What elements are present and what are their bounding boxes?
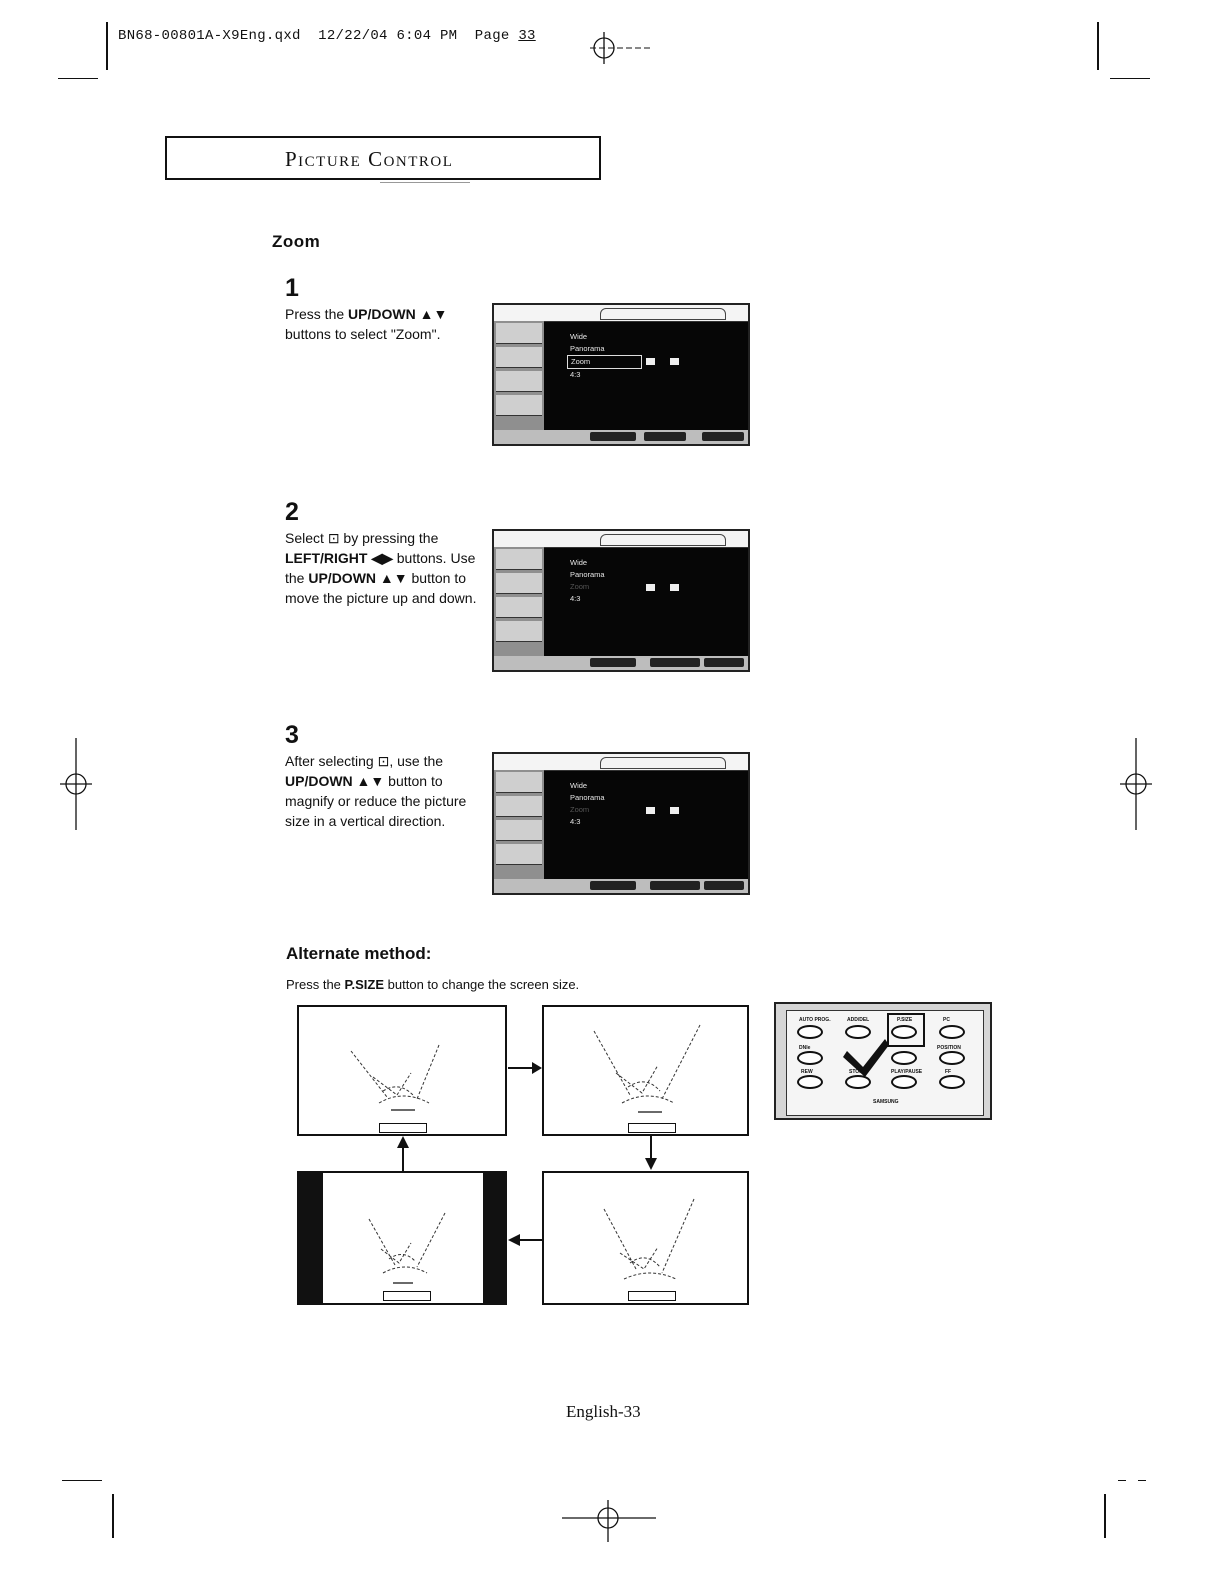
play-pause-button[interactable] xyxy=(891,1075,917,1089)
step-3-text-a: After selecting xyxy=(285,753,378,769)
step-1-text-b: buttons to select "Zoom". xyxy=(285,326,441,342)
remote-brand: SAMSUNG xyxy=(873,1099,899,1105)
step-2-text xyxy=(285,528,495,608)
print-header-date: 12/22/04 xyxy=(318,28,388,44)
position-button[interactable] xyxy=(939,1051,965,1065)
print-header-page-label: Page xyxy=(474,28,510,44)
screen-size-frame-panorama xyxy=(542,1005,749,1136)
remote-control-closeup: AUTO PROG. ADD/DEL P.SIZE PC DNIe POSITION REW STOP PLAY/PAUSE FF SAMSUNG xyxy=(774,1002,992,1120)
step-2-zoom-icon: ⊡ xyxy=(327,530,340,546)
print-header-page-number: 33 xyxy=(518,28,536,44)
osd-side-menu xyxy=(494,321,544,431)
crop-mark-bottom-right-v xyxy=(1104,1494,1106,1538)
step-2-text-a: Select xyxy=(285,530,328,546)
registration-mark-right xyxy=(1116,738,1156,830)
print-header-time: 6:04 PM xyxy=(396,28,458,44)
step-2-button-ud: UP/DOWN ▲▼ xyxy=(308,570,408,586)
osd-screenshot-3: Wide Panorama Zoom 4:3 xyxy=(492,752,750,895)
step-2-number: 2 xyxy=(285,498,299,526)
alternate-text: Press the P.SIZE button to change the screen size. xyxy=(286,977,580,992)
arrow-down-icon xyxy=(643,1136,659,1172)
section-title: Picture Control xyxy=(285,147,454,171)
osd-menu-options: Wide Panorama Zoom 4:3 xyxy=(570,331,642,381)
psize-button[interactable] xyxy=(891,1025,917,1039)
dnie-button[interactable] xyxy=(797,1051,823,1065)
registration-mark-top xyxy=(588,28,658,68)
screen-size-frame-4-3 xyxy=(297,1171,507,1305)
registration-mark-bottom xyxy=(562,1500,658,1544)
osd-screenshot-2: Wide Panorama Zoom 4:3 xyxy=(492,529,750,672)
arrow-up-icon xyxy=(395,1136,411,1172)
step-1-text xyxy=(285,304,495,344)
screen-size-frame-zoom xyxy=(542,1171,749,1305)
title-underline-artifact xyxy=(380,182,470,183)
crop-mark-top-left xyxy=(106,22,108,70)
print-header-file: BN68-00801A-X9Eng.qxd xyxy=(118,28,301,44)
step-3-text-c: button to magnify or reduce the picture size in a vertical direction. xyxy=(285,773,467,829)
crop-mark-bottom-right-h xyxy=(1118,1480,1158,1481)
step-3-number: 3 xyxy=(285,721,299,749)
rew-button[interactable] xyxy=(797,1075,823,1089)
step-3-text xyxy=(285,751,495,831)
arrow-right-icon xyxy=(506,1060,544,1076)
step-1-text-a: Press the xyxy=(285,306,349,322)
step-3-button: UP/DOWN ▲▼ xyxy=(285,773,385,789)
ff-button[interactable] xyxy=(939,1075,965,1089)
crop-mark-right-h xyxy=(1110,78,1150,79)
crop-mark-top-right xyxy=(1097,22,1099,70)
crop-mark-bottom-left-v xyxy=(112,1494,114,1538)
print-header xyxy=(118,28,536,44)
step-2-text-d: button to move the picture up and down. xyxy=(285,570,477,606)
step-2-button-lr: LEFT/RIGHT ◀▶ xyxy=(285,550,393,566)
osd-screenshot-1 xyxy=(492,303,750,446)
step-2-text-b: by pressing the xyxy=(339,530,439,546)
auto-prog-button[interactable] xyxy=(797,1025,823,1039)
screen-size-frame-wide xyxy=(297,1005,507,1136)
step-3-text-b: , use the xyxy=(389,753,444,769)
step-1-number: 1 xyxy=(285,274,299,302)
subsection-title: Zoom xyxy=(272,232,321,251)
sketch-illustration xyxy=(544,1173,747,1303)
crop-mark-left-h xyxy=(58,78,98,79)
psize-button-name: P.SIZE xyxy=(344,977,385,992)
mid-button[interactable] xyxy=(891,1051,917,1065)
sketch-illustration xyxy=(299,1173,505,1303)
alternate-heading: Alternate method: xyxy=(286,944,432,963)
sketch-illustration xyxy=(299,1007,505,1134)
sketch-illustration xyxy=(544,1007,747,1134)
step-2-text-c: buttons. Use the xyxy=(285,550,476,586)
section-title-box xyxy=(165,136,601,180)
step-3-zoom-icon: ⊡ xyxy=(377,753,390,769)
crop-mark-bottom-left-h xyxy=(62,1480,102,1481)
page-footer: English-33 xyxy=(566,1402,641,1421)
arrow-left-icon xyxy=(508,1232,544,1248)
step-1-button: UP/DOWN ▲▼ xyxy=(348,306,448,322)
pc-button[interactable] xyxy=(939,1025,965,1039)
stop-button[interactable] xyxy=(845,1075,871,1089)
registration-mark-left xyxy=(56,738,96,830)
